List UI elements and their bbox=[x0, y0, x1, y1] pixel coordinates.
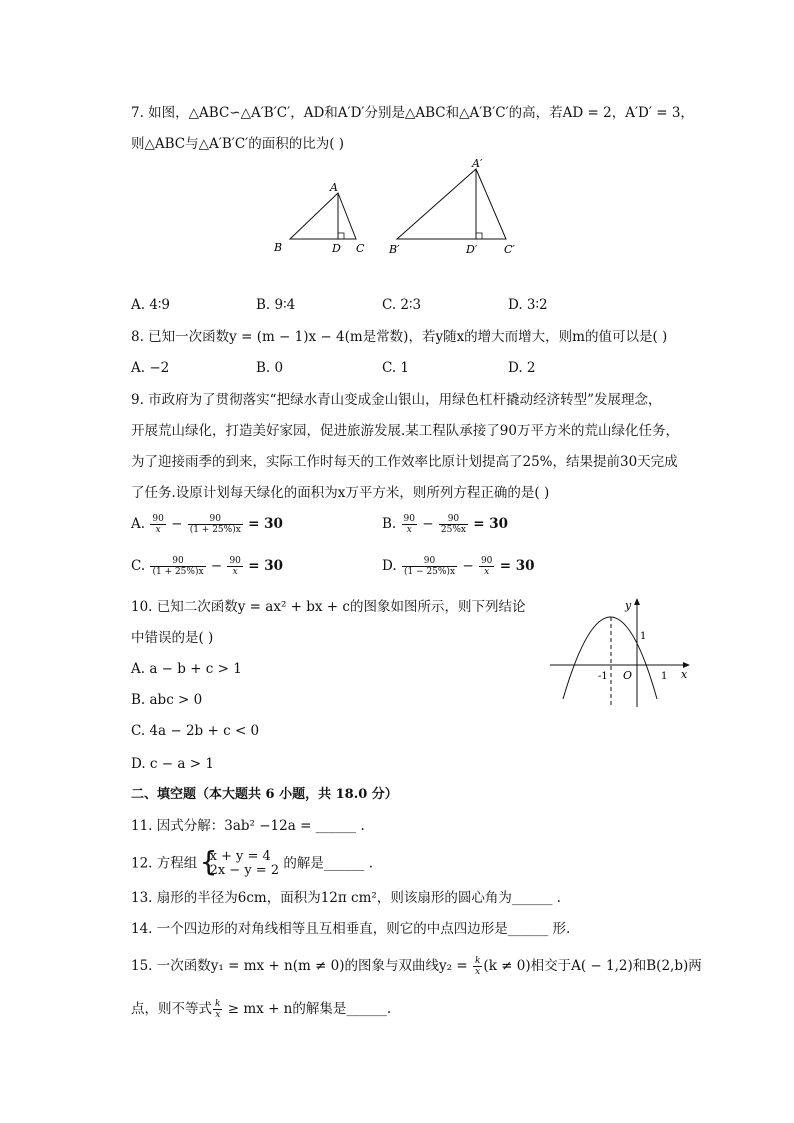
fraction bbox=[150, 514, 165, 535]
q8-option-d[interactable]: D. 2 bbox=[508, 360, 536, 376]
q9-option-a[interactable]: A. $\frac{90}{x}$ − $\frac{90}{(1 + 25\%)x}$ = 30 bbox=[131, 514, 283, 535]
q8-option-a[interactable]: A. −2 bbox=[131, 360, 170, 376]
q9-option-d-label: D. bbox=[382, 558, 397, 574]
q14: 14. 一个四边形的对角线相等且互相垂直，则它的中点四边形是______ 形. bbox=[131, 921, 571, 937]
triangle-abc-prime bbox=[397, 169, 506, 239]
q15-line2-start: 点，则不等式 bbox=[131, 1001, 212, 1017]
equation-rhs: = 30 bbox=[473, 516, 509, 532]
equation-system bbox=[202, 850, 280, 878]
numerator: 90 bbox=[150, 556, 205, 567]
q7-line2: 则△ABC与△A′B′C′的面积的比为( ) bbox=[131, 136, 345, 152]
q15-line1-start: 15. 一次函数y₁ = mx + n(m ≠ 0)的图象与双曲线y₂ = bbox=[131, 958, 472, 974]
equation-rhs: = 30 bbox=[499, 558, 535, 574]
numerator: 90 bbox=[229, 556, 241, 566]
fraction bbox=[402, 556, 457, 577]
numerator: 90 bbox=[480, 556, 493, 566]
q12-prefix: 12. 方程组 bbox=[131, 855, 198, 872]
q12-eq2: 2x − y = 2 bbox=[209, 863, 280, 878]
x-label: x bbox=[681, 668, 688, 681]
q9-option-c[interactable]: C. $\frac{90}{(1 + 25\%)x}$ − $\frac{90}{x}$ = 30 bbox=[131, 556, 283, 577]
equation-rhs: = 30 bbox=[248, 558, 283, 574]
y-axis-arrow bbox=[634, 598, 640, 605]
denominator: x bbox=[406, 525, 412, 535]
q7-line1: 7. 如图，△ABC∽△A′B′C′，AD和A′D′分别是△ABC和△A′B′C′的高，若AD = 2，A′D′ = 3， bbox=[131, 105, 694, 121]
denominator: (1 − 25%)x bbox=[403, 567, 456, 577]
q7-option-b[interactable]: B. 9∶4 bbox=[256, 297, 296, 313]
x-tick-neg1: -1 bbox=[598, 671, 608, 682]
fraction bbox=[439, 514, 468, 535]
right-angle-mark-prime bbox=[476, 233, 482, 239]
q12-suffix: 的解是______ . bbox=[283, 855, 373, 872]
y-tick-1: 1 bbox=[640, 631, 647, 642]
q10-option-a[interactable]: A. a − b + c > 1 bbox=[131, 661, 242, 677]
q11: 11. 因式分解：3ab² −12a = ______ . bbox=[131, 818, 365, 834]
q7-option-a[interactable]: A. 4∶9 bbox=[131, 297, 171, 313]
numerator: k bbox=[474, 956, 481, 966]
q10-parabola-graph bbox=[545, 595, 695, 710]
denominator: (1 + 25%)x bbox=[152, 567, 204, 577]
q7-figure bbox=[260, 155, 530, 260]
label-a: A bbox=[330, 181, 338, 194]
q10-line1: 10. 已知二次函数y = ax² + bx + c的图象如图所示，则下列结论 bbox=[131, 599, 526, 615]
y-label: y bbox=[625, 599, 632, 612]
q9-line1: 9. 市政府为了贯彻落实“把绿水青山变成金山银山，用绿色杠杆撬动经济转型”发展理念， bbox=[131, 392, 662, 408]
denominator: (1 + 25%)x bbox=[189, 525, 241, 535]
q10-line2: 中错误的是( ) bbox=[131, 630, 214, 646]
fraction bbox=[188, 514, 243, 535]
denominator: 25%x bbox=[440, 525, 466, 535]
numerator: 90 bbox=[152, 514, 164, 524]
denominator: x bbox=[232, 567, 238, 577]
q7-option-d[interactable]: D. 3∶2 bbox=[508, 297, 548, 313]
numerator: 90 bbox=[439, 514, 468, 525]
fraction-k-over-x bbox=[473, 956, 482, 977]
q9-option-c-label: C. bbox=[131, 558, 146, 574]
numerator: 90 bbox=[402, 556, 457, 567]
q9-line3: 为了迎接雨季的到来，实际工作时每天的工作效率比原计划提高了25%，结果提前30天完成 bbox=[131, 454, 678, 470]
numerator: 90 bbox=[403, 514, 415, 524]
label-a-prime: A′ bbox=[472, 157, 483, 170]
fraction bbox=[402, 514, 417, 535]
q12-eq1: { x + y = 4 bbox=[209, 849, 271, 864]
q12 bbox=[131, 850, 373, 878]
q8-option-b[interactable]: B. 0 bbox=[256, 360, 284, 376]
label-b: B bbox=[274, 241, 283, 254]
fraction bbox=[150, 556, 205, 577]
label-b-prime: B′ bbox=[389, 243, 400, 256]
denominator: x bbox=[475, 967, 481, 977]
q9-line2: 开展荒山绿化，打造美好家园，促进旅游发展.某工程队承接了90万平方米的荒山绿化任务， bbox=[131, 423, 679, 439]
q10-option-b[interactable]: B. abc > 0 bbox=[131, 692, 203, 708]
fraction bbox=[479, 556, 494, 577]
q9-option-b[interactable]: B. $\frac{90}{x}$ − $\frac{90}{25\%x}$ = 30 bbox=[382, 514, 509, 535]
triangle-abc bbox=[290, 193, 356, 239]
denominator: x bbox=[484, 567, 490, 577]
right-angle-mark bbox=[338, 233, 344, 239]
label-d: D bbox=[332, 242, 341, 255]
q15-line2-end: ≥ mx + n的解集是______. bbox=[223, 1001, 392, 1017]
origin-label: O bbox=[623, 669, 633, 682]
parabola-curve bbox=[563, 617, 657, 699]
q15-line1 bbox=[131, 956, 702, 977]
label-c: C bbox=[356, 242, 365, 255]
q8-option-c[interactable]: C. 1 bbox=[382, 360, 410, 376]
q9-option-a-label: A. bbox=[131, 516, 146, 532]
numerator: k bbox=[215, 999, 221, 1009]
q7-option-c[interactable]: C. 2∶3 bbox=[382, 297, 422, 313]
equation-rhs: = 30 bbox=[248, 516, 283, 532]
numerator: 90 bbox=[188, 514, 243, 525]
fraction bbox=[227, 556, 242, 577]
fraction-k-over-x bbox=[213, 999, 222, 1020]
q9-line4: 了任务.设原计划每天绿化的面积为x万平方米，则所列方程正确的是( ) bbox=[131, 485, 550, 501]
q10-option-c[interactable]: C. 4a − 2b + c < 0 bbox=[131, 723, 260, 739]
q9-option-b-label: B. bbox=[382, 516, 397, 532]
section-2-heading: 二、填空题（本大题共 6 小题，共 18.0 分） bbox=[131, 787, 398, 802]
label-c-prime: C′ bbox=[504, 243, 515, 256]
q9-option-d[interactable]: D. $\frac{90}{(1 - 25\%)x}$ − $\frac{90}{x}$ = 30 bbox=[382, 556, 535, 577]
denominator: x bbox=[215, 1010, 221, 1020]
q10-option-d[interactable]: D. c − a > 1 bbox=[131, 756, 214, 772]
q15-line2 bbox=[131, 999, 391, 1020]
q8-line1: 8. 已知一次函数y = (m − 1)x − 4(m是常数)，若y随x的增大而增大，则m的值可以是( ) bbox=[131, 329, 668, 345]
x-tick-1: 1 bbox=[661, 671, 668, 682]
label-d-prime: D′ bbox=[466, 243, 478, 256]
q15-line1-end: (k ≠ 0)相交于A( − 1,2)和B(2,b)两 bbox=[483, 958, 702, 974]
q13: 13. 扇形的半径为6cm，面积为12π cm²，则该扇形的圆心角为______ . bbox=[131, 890, 561, 906]
denominator: x bbox=[155, 525, 161, 535]
